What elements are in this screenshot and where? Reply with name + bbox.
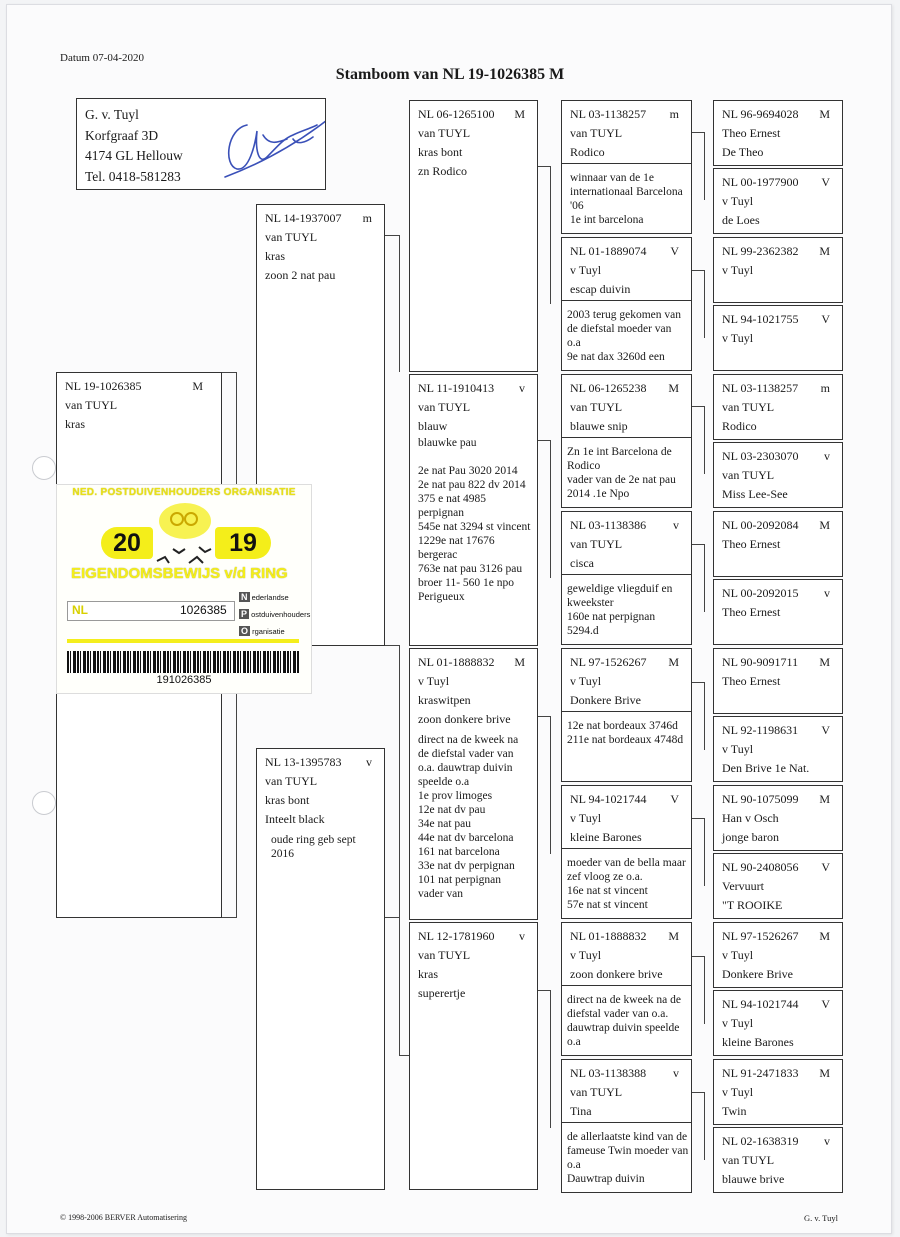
sex-marker: v	[519, 381, 525, 395]
sex-marker: v	[366, 755, 372, 769]
card-divider	[562, 848, 691, 849]
pigeon-notes: geweldige vliegduif en kweekster 160e nat perpignan 5294.d	[567, 583, 673, 637]
npo-n-label: ederlandse	[251, 593, 289, 602]
pigeon-info-line: v Tuyl	[722, 194, 754, 208]
pigeon-info-line: kras	[265, 249, 285, 263]
ring-number: NL 94-1021744	[570, 792, 647, 806]
connector-line	[692, 682, 704, 683]
pigeon-info-line: v Tuyl	[722, 331, 754, 345]
barcode-number: 191026385	[156, 674, 212, 686]
pigeon-info-line: v Tuyl	[570, 948, 602, 962]
sex-marker: M	[668, 381, 679, 395]
pigeon-notes: moeder van de bella maar zef vloog ze o.a. 16e nat st vincent 57e nat st vincent	[567, 857, 686, 911]
ring-number: NL 02-1638319	[722, 1134, 799, 1148]
connector-line	[692, 818, 704, 819]
ring-number: NL 00-2092015	[722, 586, 799, 600]
pigeon-info-line: v Tuyl	[722, 263, 754, 277]
sex-marker: M	[819, 1066, 830, 1080]
pigeon-card[interactable]	[409, 100, 538, 372]
ownership-certificate-sticker	[56, 484, 312, 694]
ring-number: NL 97-1526267	[722, 929, 799, 943]
pigeon-card[interactable]	[561, 374, 692, 508]
sex-marker: V	[821, 997, 830, 1011]
pigeon-notes: winnaar van de 1e internationaal Barcelona '06 1e int barcelona	[570, 172, 683, 226]
npo-p-label: ostduivenhouders	[251, 610, 311, 619]
pigeon-info-line: v Tuyl	[418, 674, 450, 688]
connector-line	[222, 372, 236, 373]
ring-number: NL 01-1889074	[570, 244, 647, 258]
pigeon-card[interactable]	[713, 990, 843, 1056]
sex-marker: M	[819, 518, 830, 532]
pigeon-info-line: zoon donkere brive	[570, 967, 663, 981]
pigeon-info-line: kras	[418, 967, 438, 981]
sex-marker: m	[362, 211, 372, 225]
connector-line	[692, 406, 704, 407]
ring-number: NL 96-9694028	[722, 107, 799, 121]
connector-line	[538, 716, 550, 717]
pigeon-card[interactable]	[713, 922, 843, 988]
pigeon-info-line: van TUYL	[570, 537, 623, 551]
pigeon-card[interactable]	[713, 511, 843, 577]
pigeon-info-line: kraswitpen	[418, 693, 471, 707]
year-right: 19	[215, 527, 271, 559]
pigeon-info-line: v Tuyl	[722, 1016, 754, 1030]
pigeon-card[interactable]	[561, 648, 692, 782]
pigeon-card[interactable]	[713, 1059, 843, 1125]
connector-line	[385, 917, 399, 918]
pigeon-card[interactable]	[713, 442, 843, 508]
npo-acronym: N ederlandse P ostduivenhouders O rganisatie	[241, 592, 311, 636]
pigeon-notes: blauwke pau 2e nat Pau 3020 2014 2e nat pau 822 dv 2014 375 e nat 4985 perpignan 545e nat 3294 st vincent 1229e nat 17676 bergerac 763e nat pau 3126 pau broer 11- 560 1e npo Perigueux	[418, 437, 531, 603]
ring-number: NL 03-1138386	[570, 518, 647, 532]
pigeon-info-line: van TUYL	[570, 400, 623, 414]
sex-marker: M	[819, 655, 830, 669]
footer-owner: G. v. Tuyl	[804, 1213, 838, 1223]
pigeon-card[interactable]	[561, 922, 692, 1056]
pigeon-info-line: Vervuurt	[722, 879, 764, 893]
sex-marker: V	[821, 175, 830, 189]
connector-line	[704, 270, 705, 338]
owner-name: G. v. Tuyl	[85, 107, 139, 122]
pigeon-notes: 2003 terug gekomen van de diefstal moeder van o.a 9e nat dax 3260d een	[567, 309, 682, 363]
print-date: Datum 07-04-2020	[60, 52, 145, 64]
organisation-name: NED. POSTDUIVENHOUDERS ORGANISATIE	[72, 487, 296, 498]
ring-number: NL 01-1888832	[418, 655, 495, 669]
pigeon-card[interactable]	[561, 785, 692, 919]
certificate-title: EIGENDOMSBEWIJS v/d RING	[71, 565, 288, 582]
ring-number: NL 03-1138388	[570, 1066, 647, 1080]
connector-line	[550, 166, 551, 304]
pigeon-info-line: zoon donkere brive	[418, 712, 511, 726]
sex-marker: V	[670, 244, 679, 258]
connector-line	[538, 990, 550, 991]
connector-line	[692, 132, 704, 133]
connector-line	[385, 235, 399, 236]
sex-marker: v	[673, 1066, 679, 1080]
pigeon-info-line: v Tuyl	[570, 674, 602, 688]
pigeon-notes: direct na de kweek na de diefstal vader van o.a. dauwtrap duivin speelde o.a	[567, 994, 681, 1048]
pigeon-info-line: v Tuyl	[722, 948, 754, 962]
pigeon-info-line: van TUYL	[265, 774, 318, 788]
ring-number: NL 06-1265238	[570, 381, 647, 395]
ring-number: NL 90-1075099	[722, 792, 799, 806]
sex-marker: v	[519, 929, 525, 943]
sex-marker: M	[514, 107, 525, 121]
pigeon-info-line: superertje	[418, 986, 466, 1000]
pigeon-info-line: De Theo	[722, 145, 764, 159]
ring-number: NL 12-1781960	[418, 929, 495, 943]
sex-marker: M	[819, 929, 830, 943]
sex-marker: M	[668, 655, 679, 669]
pigeon-info-line: "T ROOIKE	[722, 898, 783, 912]
pigeon-info-line: Theo Ernest	[722, 674, 781, 688]
pigeon-info-line: van TUYL	[418, 400, 471, 414]
pigeon-info-line: blauwe snip	[570, 419, 628, 433]
pigeon-info-line: zn Rodico	[418, 164, 467, 178]
pigeon-info-line: Donkere Brive	[570, 693, 641, 707]
pigeon-info-line: kras	[65, 417, 85, 431]
connector-line	[704, 682, 705, 750]
copyright-footer: © 1998-2006 BERVER Automatisering	[60, 1213, 187, 1222]
pigeon-card[interactable]	[713, 237, 843, 303]
card-divider	[562, 437, 691, 438]
pigeon-info-line: escap duivin	[570, 282, 631, 296]
pigeon-info-line: van TUYL	[418, 948, 471, 962]
sex-marker: M	[668, 929, 679, 943]
ring-number: NL 90-9091711	[722, 655, 799, 669]
pigeon-info-line: Rodico	[570, 145, 605, 159]
pigeon-card[interactable]	[561, 511, 692, 645]
connector-line	[538, 440, 550, 441]
sex-marker: V	[821, 860, 830, 874]
pigeon-info-line: van TUYL	[722, 1153, 775, 1167]
pigeon-info-line: Theo Ernest	[722, 537, 781, 551]
connector-line	[399, 645, 400, 1055]
ring-number: NL 14-1937007	[265, 211, 342, 225]
ring-number-sticker: 1026385	[180, 603, 227, 617]
sex-marker: v	[824, 449, 830, 463]
pigeon-info-line: v Tuyl	[722, 742, 754, 756]
ring-number: NL 01-1888832	[570, 929, 647, 943]
pigeon-notes: direct na de kweek na de diefstal vader van o.a. dauwtrap duivin speelde o.a 1e prov limoges 12e nat dv pau 34e nat pau 44e nat dv barcelona 161 nat barcelona 33e nat dv perpignan 101 nat perpignan vader van	[418, 734, 519, 900]
country-code: NL	[72, 603, 88, 617]
pigeon-card[interactable]	[713, 374, 843, 440]
connector-line	[692, 544, 704, 545]
ring-number: NL 19-1026385	[65, 379, 142, 393]
ring-number: NL 11-1910413	[418, 381, 495, 395]
pigeon-info-line: Rodico	[722, 419, 757, 433]
ring-number: NL 91-2471833	[722, 1066, 799, 1080]
ring-number: NL 06-1265100	[418, 107, 495, 121]
connector-line	[222, 917, 236, 918]
card-divider	[562, 163, 691, 164]
pigeon-card[interactable]	[561, 1059, 692, 1193]
pigeon-card[interactable]	[713, 1127, 843, 1193]
pigeon-info-line: jonge baron	[722, 830, 779, 844]
card-divider	[562, 711, 691, 712]
connector-line	[399, 235, 400, 372]
npo-o-label: rganisatie	[252, 627, 285, 636]
sex-marker: v	[824, 586, 830, 600]
pigeon-info-line: blauwe brive	[722, 1172, 785, 1186]
pigeon-info-line: v Tuyl	[570, 263, 602, 277]
pigeon-card[interactable]	[713, 853, 843, 919]
pigeon-card[interactable]	[409, 648, 538, 920]
connector-line	[538, 166, 550, 167]
sex-marker: v	[824, 1134, 830, 1148]
connector-line	[704, 406, 705, 474]
ring-number: NL 03-2303070	[722, 449, 799, 463]
ring-number: NL 99-2362382	[722, 244, 799, 258]
pigeon-card[interactable]	[713, 168, 843, 234]
pigeon-info-line: Donkere Brive	[722, 967, 793, 981]
card-divider	[562, 574, 691, 575]
sex-marker: v	[673, 518, 679, 532]
ring-number: NL 94-1021755	[722, 312, 799, 326]
pigeon-info-line: Inteelt black	[265, 812, 325, 826]
sex-marker: M	[514, 655, 525, 669]
connector-line	[704, 956, 705, 1024]
ring-number: NL 90-2408056	[722, 860, 799, 874]
pigeon-info-line: cisca	[570, 556, 594, 570]
card-divider	[562, 985, 691, 986]
pigeon-info-line: Han v Osch	[722, 811, 779, 825]
ring-number: NL 97-1526267	[570, 655, 647, 669]
sex-marker: M	[192, 379, 203, 393]
card-divider	[562, 300, 691, 301]
connector-line	[550, 990, 551, 1128]
connector-line	[704, 544, 705, 612]
sex-marker: m	[669, 107, 679, 121]
ring-number: NL 03-1138257	[570, 107, 647, 121]
barcode-icon	[67, 651, 299, 673]
year-left: 20	[101, 527, 153, 559]
punch-hole-top	[32, 456, 56, 480]
sticker-stripe	[67, 639, 299, 643]
sex-marker: V	[670, 792, 679, 806]
pigeon-info-line: de Loes	[722, 213, 760, 227]
sex-marker: V	[821, 723, 830, 737]
connector-line	[550, 716, 551, 854]
pigeon-notes: 12e nat bordeaux 3746d 211e nat bordeaux 4748d	[567, 720, 684, 746]
sex-marker: V	[821, 312, 830, 326]
sex-marker: M	[819, 107, 830, 121]
pigeon-info-line: van TUYL	[722, 468, 775, 482]
ring-number: NL 03-1138257	[722, 381, 799, 395]
pigeon-info-line: van TUYL	[65, 398, 118, 412]
connector-line	[692, 270, 704, 271]
sex-marker: M	[819, 792, 830, 806]
pigeon-info-line: kleine Barones	[722, 1035, 794, 1049]
pigeon-card[interactable]	[713, 785, 843, 851]
connector-line	[692, 1092, 704, 1093]
connector-line	[399, 1055, 409, 1056]
pigeon-card[interactable]	[561, 237, 692, 371]
ring-number: NL 94-1021744	[722, 997, 799, 1011]
ring-number: NL 13-1395783	[265, 755, 342, 769]
signature	[197, 98, 326, 190]
connector-line	[704, 132, 705, 200]
ring-number: NL 00-1977900	[722, 175, 799, 189]
pigeon-notes: de allerlaatste kind van de fameuse Twin moeder van o.a Dauwtrap duivin	[567, 1131, 689, 1185]
pigeon-info-line: van TUYL	[418, 126, 471, 140]
npo-emblem-icon	[157, 501, 213, 541]
sex-marker: m	[820, 381, 830, 395]
pigeon-info-line: van TUYL	[570, 126, 623, 140]
pigeon-info-line: Theo Ernest	[722, 605, 781, 619]
pigeon-notes: Zn 1e int Barcelona de Rodico vader van de 2e nat pau 2014 .1e Npo	[567, 446, 676, 500]
pigeon-info-line: kras bont	[418, 145, 463, 159]
pigeon-card[interactable]	[713, 305, 843, 371]
owner-address-box	[76, 98, 326, 190]
pigeon-info-line: Tina	[570, 1104, 592, 1118]
connector-line	[704, 818, 705, 886]
pigeon-info-line: zoon 2 nat pau	[265, 268, 336, 282]
pigeon-info-line: blauw	[418, 419, 448, 433]
page-title: Stamboom van NL 19-1026385 M	[335, 66, 565, 83]
owner-city: 4174 GL Hellouw	[85, 148, 183, 163]
pigeon-card[interactable]	[409, 922, 538, 1190]
pigeon-card[interactable]	[561, 100, 692, 234]
connector-line	[550, 440, 551, 578]
pigeon-card[interactable]	[256, 748, 385, 1190]
pigeon-info-line: v Tuyl	[722, 1085, 754, 1099]
owner-street: Korfgraaf 3D	[85, 127, 159, 143]
ring-number: NL 92-1198631	[722, 723, 799, 737]
pigeon-card[interactable]	[713, 100, 843, 166]
pigeon-card[interactable]	[713, 716, 843, 782]
pigeon-notes: oude ring geb sept 2016	[271, 834, 356, 860]
ring-number: NL 00-2092084	[722, 518, 799, 532]
pigeon-info-line: Miss Lee-See	[722, 487, 788, 501]
punch-hole-bottom	[32, 791, 56, 815]
pigeon-info-line: Den Brive 1e Nat.	[722, 761, 810, 775]
sex-marker: M	[819, 244, 830, 258]
pigeon-info-line: van TUYL	[722, 400, 775, 414]
pigeon-info-line: kleine Barones	[570, 830, 642, 844]
connector-line	[704, 1092, 705, 1160]
pigeon-info-line: Twin	[722, 1104, 747, 1118]
owner-phone: Tel. 0418-581283	[85, 168, 181, 184]
pigeon-info-line: van TUYL	[265, 230, 318, 244]
connector-line	[692, 956, 704, 957]
pigeon-info-line: van TUYL	[570, 1085, 623, 1099]
pigeon-info-line: v Tuyl	[570, 811, 602, 825]
pigeon-info-line: Theo Ernest	[722, 126, 781, 140]
card-divider	[562, 1122, 691, 1123]
pigeon-card[interactable]	[713, 648, 843, 714]
pigeon-card[interactable]	[409, 374, 538, 646]
connector-line	[385, 645, 399, 646]
ring-field	[67, 601, 235, 621]
pigeon-card[interactable]	[713, 579, 843, 645]
pigeon-info-line: kras bont	[265, 793, 310, 807]
